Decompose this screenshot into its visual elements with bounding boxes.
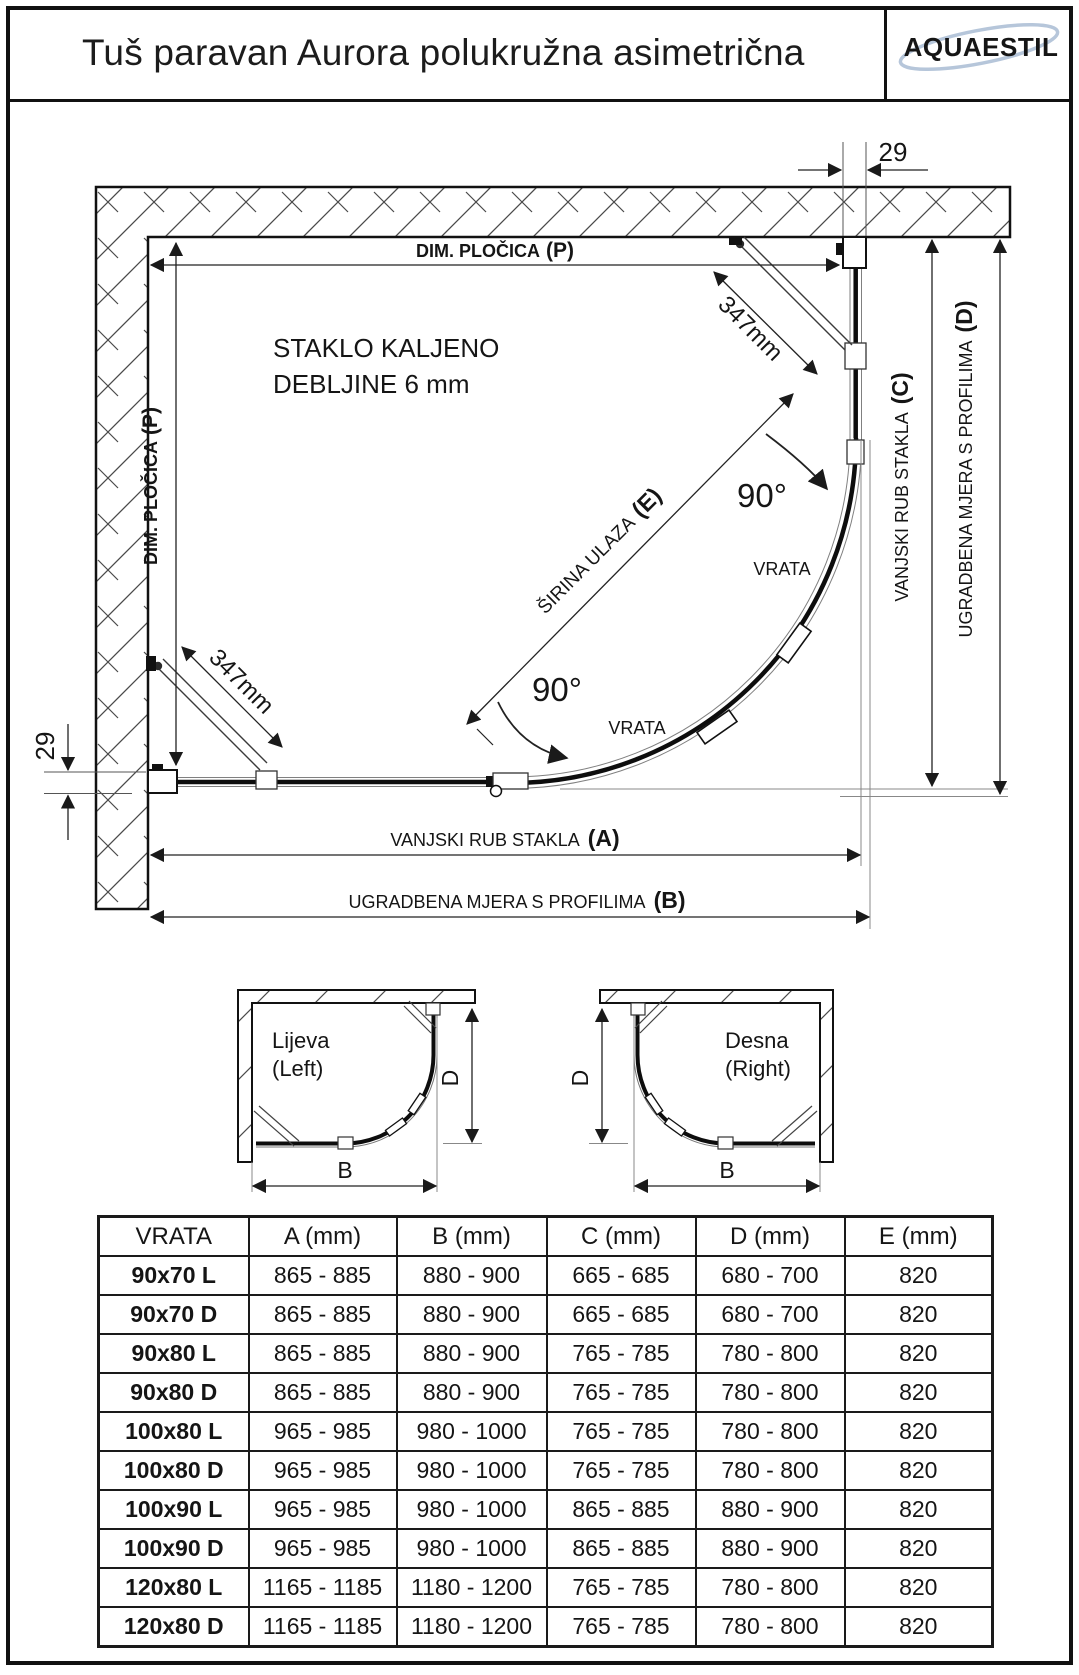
- glass-note-line2: DEBLJINE 6 mm: [273, 369, 470, 399]
- dimension-cell: 765 - 785: [547, 1373, 696, 1412]
- dimension-cell: 965 - 985: [249, 1412, 397, 1451]
- brand-name: AQUAESTIL: [903, 32, 1059, 62]
- dimension-cell: 1180 - 1200: [397, 1568, 547, 1607]
- dimension-cell: 880 - 900: [397, 1373, 547, 1412]
- dimension-cell: 965 - 985: [249, 1490, 397, 1529]
- drawing-labels: [30, 137, 977, 913]
- table-row: [99, 1412, 993, 1451]
- dimension-cell: 665 - 685: [547, 1295, 696, 1334]
- label-angle-upper: 90°: [737, 477, 787, 514]
- wall-section: [96, 187, 1010, 909]
- dimension-cell: 965 - 985: [249, 1451, 397, 1490]
- dim-line-e: [467, 394, 793, 724]
- dimension-cell: 780 - 800: [696, 1334, 845, 1373]
- dimension-cell: 820: [845, 1373, 993, 1412]
- table-row: [99, 1256, 993, 1295]
- dimension-cell: 680 - 700: [696, 1256, 845, 1295]
- dimension-cell: 880 - 900: [696, 1490, 845, 1529]
- left-variant-title: Lijeva: [272, 1028, 330, 1053]
- dimension-cell: 880 - 900: [696, 1529, 845, 1568]
- dimension-cell: 780 - 800: [696, 1373, 845, 1412]
- model-cell: 90x70 D: [99, 1295, 249, 1334]
- dimension-cell: 880 - 900: [397, 1256, 547, 1295]
- dimension-cell: 780 - 800: [696, 1451, 845, 1490]
- label-b: UGRADBENA MJERA S PROFILIMA (B): [348, 887, 686, 913]
- table-row: [99, 1451, 993, 1490]
- label-a: VANJSKI RUB STAKLA (A): [390, 825, 620, 851]
- dimension-cell: 865 - 885: [547, 1490, 696, 1529]
- dimension-cell: 680 - 700: [696, 1295, 845, 1334]
- table-row: [99, 1334, 993, 1373]
- dimension-cell: 820: [845, 1256, 993, 1295]
- dimension-cell: 965 - 985: [249, 1529, 397, 1568]
- table-header-row: [99, 1217, 993, 1257]
- model-cell: 120x80 L: [99, 1568, 249, 1607]
- left-variant-subtitle: (Left): [272, 1056, 324, 1081]
- column-header: VRATA: [99, 1217, 249, 1257]
- column-header: D (mm): [696, 1217, 845, 1257]
- dimension-cell: 865 - 885: [249, 1295, 397, 1334]
- dimension-cell: 865 - 885: [249, 1334, 397, 1373]
- model-cell: 100x90 L: [99, 1490, 249, 1529]
- label-d: UGRADBENA MJERA S PROFILIMA(D): [951, 300, 977, 638]
- label-c: VANJSKI RUB STAKLA(C): [887, 372, 913, 602]
- dimension-cell: 980 - 1000: [397, 1529, 547, 1568]
- door-swing-arrow: [498, 702, 567, 758]
- document-title: Tuš paravan Aurora polukružna asimetrična: [82, 31, 805, 73]
- dimension-cell: 865 - 885: [249, 1373, 397, 1412]
- table-row: [99, 1568, 993, 1607]
- model-cell: 90x80 D: [99, 1373, 249, 1412]
- model-cell: 90x70 L: [99, 1256, 249, 1295]
- model-cell: 100x80 L: [99, 1412, 249, 1451]
- dimension-cell: 820: [845, 1607, 993, 1647]
- dimension-cell: 865 - 885: [249, 1256, 397, 1295]
- column-header: E (mm): [845, 1217, 993, 1257]
- dimension-cell: 980 - 1000: [397, 1412, 547, 1451]
- model-cell: 100x80 D: [99, 1451, 249, 1490]
- dimensions-table: [97, 1215, 994, 1648]
- dimension-cell: 820: [845, 1412, 993, 1451]
- label-entry-width: ŠIRINA ULAZA(E): [533, 482, 667, 619]
- dimension-cell: 780 - 800: [696, 1412, 845, 1451]
- dimension-cell: 765 - 785: [547, 1334, 696, 1373]
- dimension-cell: 1165 - 1185: [249, 1607, 397, 1647]
- dimension-cell: 880 - 900: [397, 1295, 547, 1334]
- dimension-cell: 1165 - 1185: [249, 1568, 397, 1607]
- table-row: [99, 1295, 993, 1334]
- table-body: [99, 1256, 993, 1647]
- label-29-left: 29: [30, 731, 60, 761]
- right-variant-diagram: [567, 990, 833, 1192]
- label-angle-lower: 90°: [532, 671, 582, 708]
- left-variant-diagram: [238, 990, 482, 1192]
- label-dim-plocica-left: DIM. PLOČICA(P): [139, 407, 162, 565]
- model-cell: 120x80 D: [99, 1607, 249, 1647]
- label-door-upper: VRATA: [753, 559, 811, 579]
- dimension-cell: 820: [845, 1529, 993, 1568]
- right-variant-title: Desna: [725, 1028, 789, 1053]
- glass-note-line1: STAKLO KALJENO: [273, 333, 500, 363]
- table-row: [99, 1373, 993, 1412]
- dimension-cell: 765 - 785: [547, 1451, 696, 1490]
- label-door-lower: VRATA: [608, 718, 666, 738]
- model-cell: 100x90 D: [99, 1529, 249, 1568]
- door-handle: [777, 623, 811, 663]
- dimension-cell: 780 - 800: [696, 1568, 845, 1607]
- dimension-cell: 820: [845, 1295, 993, 1334]
- label-347-right: 347mm: [712, 290, 789, 367]
- dimension-cell: 820: [845, 1451, 993, 1490]
- dimension-cell: 880 - 900: [397, 1334, 547, 1373]
- model-cell: 90x80 L: [99, 1334, 249, 1373]
- table-row: [99, 1490, 993, 1529]
- dimension-cell: 820: [845, 1490, 993, 1529]
- label-dim-plocica-top: DIM. PLOČICA (P): [416, 239, 574, 262]
- dimension-cell: 765 - 785: [547, 1607, 696, 1647]
- dimension-cell: 665 - 685: [547, 1256, 696, 1295]
- column-header: B (mm): [397, 1217, 547, 1257]
- dimension-cell: 780 - 800: [696, 1607, 845, 1647]
- mini-dim-b: B: [719, 1157, 735, 1183]
- right-variant-subtitle: (Right): [725, 1056, 792, 1081]
- mini-dim-d: D: [437, 1069, 463, 1087]
- dimension-cell: 765 - 785: [547, 1412, 696, 1451]
- mini-dim-b: B: [337, 1157, 353, 1183]
- dimension-cell: 820: [845, 1334, 993, 1373]
- label-347-left: 347mm: [203, 643, 280, 720]
- dimension-cell: 1180 - 1200: [397, 1607, 547, 1647]
- label-29-top: 29: [878, 137, 908, 167]
- mini-dim-d: D: [567, 1069, 593, 1087]
- column-header: C (mm): [547, 1217, 696, 1257]
- dimension-cell: 980 - 1000: [397, 1490, 547, 1529]
- dimension-cell: 980 - 1000: [397, 1451, 547, 1490]
- dimension-cell: 865 - 885: [547, 1529, 696, 1568]
- table-row: [99, 1607, 993, 1647]
- dimension-cell: 820: [845, 1568, 993, 1607]
- column-header: A (mm): [249, 1217, 397, 1257]
- table-row: [99, 1529, 993, 1568]
- dimension-cell: 765 - 785: [547, 1568, 696, 1607]
